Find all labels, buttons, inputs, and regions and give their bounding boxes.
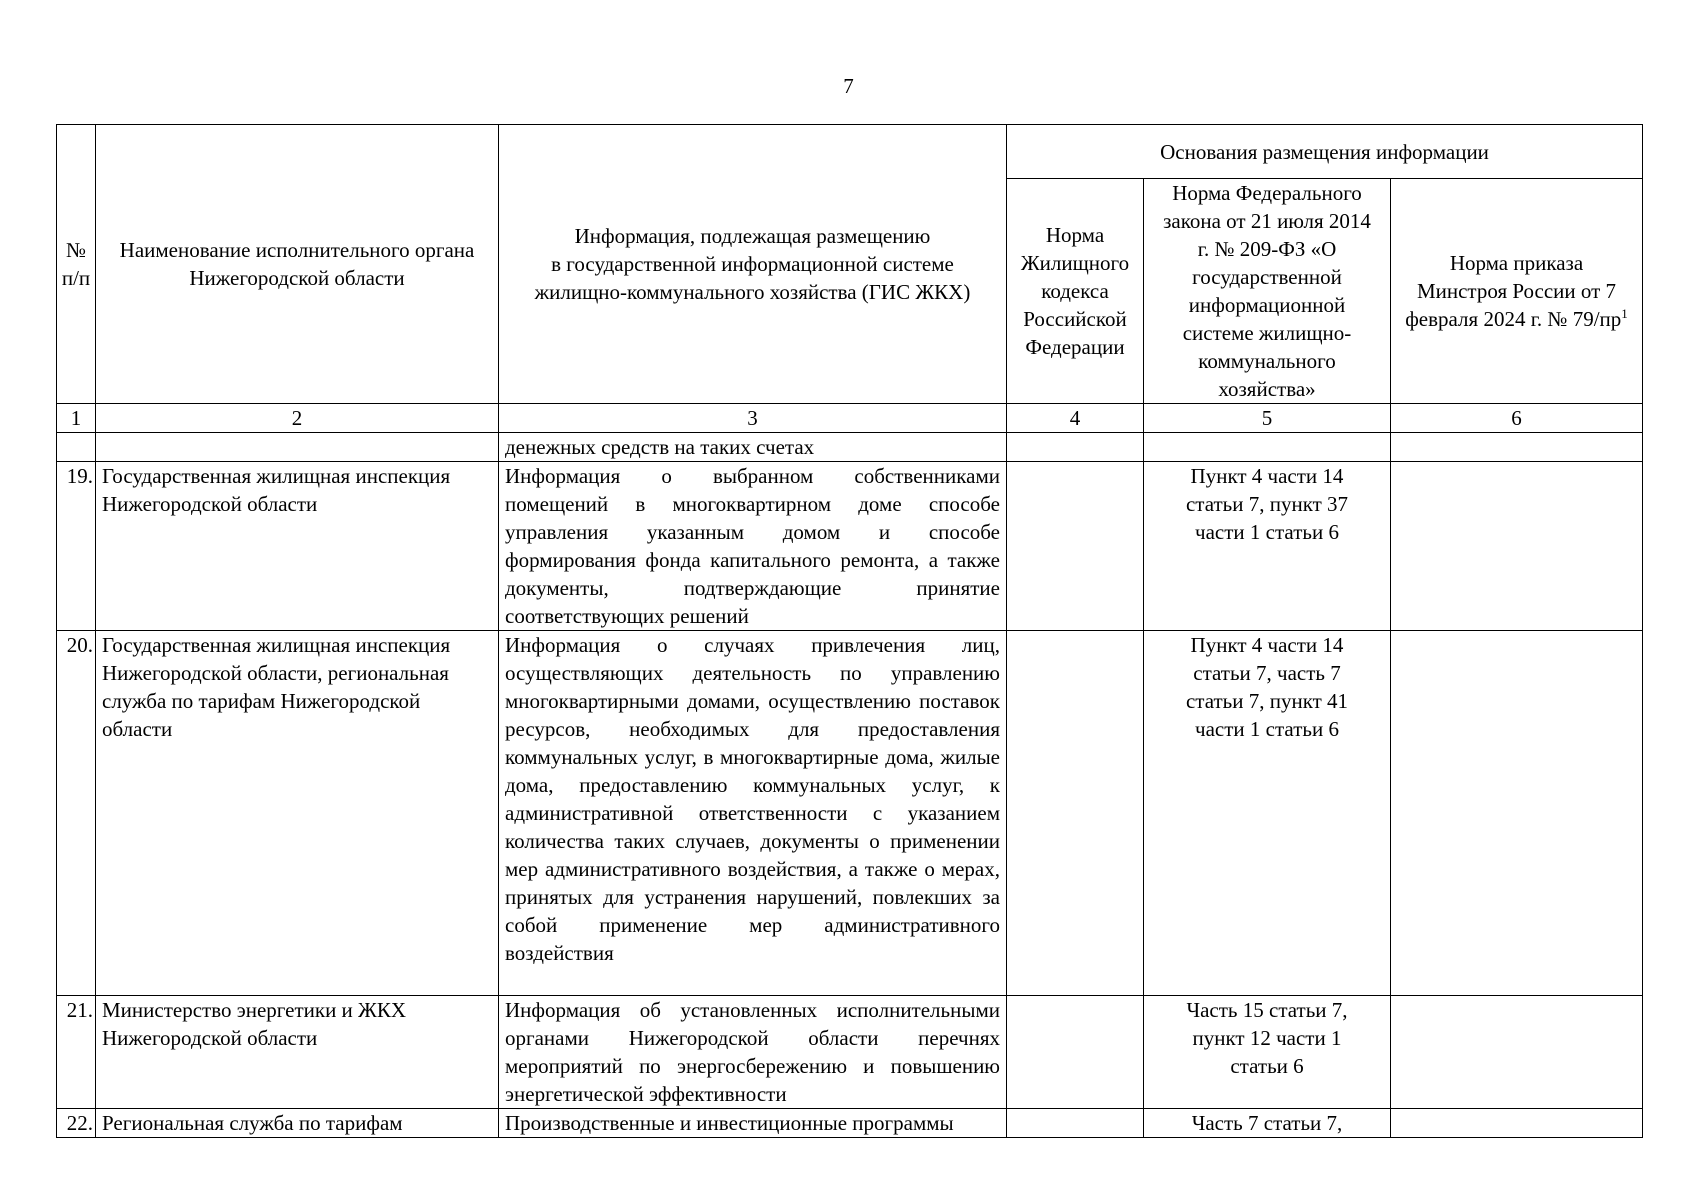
table-row <box>57 631 1643 996</box>
column-number: 3 <box>499 404 1007 433</box>
header-organ-line2: Нижегородской области <box>189 266 405 290</box>
row-info: Информация о выбранном собственниками помещений в многоквартирном доме способе управления указанным домом и способе формирования фонда капитального ремонта, а также документы, подтверждающие принятие соответствующих решений <box>499 462 1007 631</box>
row-number: 20. <box>57 631 96 996</box>
row-federal-law: Пункт 4 части 14 статьи 7, пункт 37 части 1 статьи 6 <box>1144 462 1391 631</box>
row-federal-law: Часть 15 статьи 7, пункт 12 части 1 статьи 6 <box>1144 996 1391 1109</box>
header-info <box>499 125 1007 404</box>
row-housing-code <box>1007 462 1144 631</box>
header-info-line2: в государственной информационной системе <box>551 252 954 276</box>
header-ministry-order-text: Норма приказа Минстроя России от 7 февраля 2024 г. № 79/пр <box>1405 251 1622 331</box>
row-federal-law: Часть 7 статьи 7, <box>1144 1109 1391 1138</box>
column-number: 5 <box>1144 404 1391 433</box>
row-housing-code <box>1007 1109 1144 1138</box>
row-organ: Региональная служба по тарифам <box>96 1109 499 1138</box>
header-federal-law: Норма Федерального закона от 21 июля 2014 г. № 209-ФЗ «О государственной информационной системе жилищно-коммунального хозяйства» <box>1144 179 1391 404</box>
header-info-line3: жилищно-коммунального хозяйства (ГИС ЖКХ) <box>534 280 971 304</box>
row-number: 22. <box>57 1109 96 1138</box>
header-organ <box>96 125 499 404</box>
row-federal-law <box>1144 433 1391 462</box>
row-number <box>57 433 96 462</box>
row-info: Производственные и инвестиционные программы <box>499 1109 1007 1138</box>
row-organ: Государственная жилищная инспекция Нижегородской области, региональная служба по тарифам Нижегородской области <box>96 631 499 996</box>
information-table <box>56 124 1643 1138</box>
row-federal-law: Пункт 4 части 14 статьи 7, часть 7 статьи 7, пункт 41 части 1 статьи 6 <box>1144 631 1391 996</box>
row-ministry-order <box>1391 996 1643 1109</box>
row-housing-code <box>1007 433 1144 462</box>
row-info: денежных средств на таких счетах <box>499 433 1007 462</box>
header-organ-line1: Наименование исполнительного органа <box>119 238 475 262</box>
row-organ: Министерство энергетики и ЖКХ Нижегородской области <box>96 996 499 1109</box>
row-ministry-order <box>1391 433 1643 462</box>
table-row <box>57 1109 1643 1138</box>
row-organ <box>96 433 499 462</box>
header-ministry-order <box>1391 179 1643 404</box>
row-number: 21. <box>57 996 96 1109</box>
row-ministry-order <box>1391 631 1643 996</box>
column-number: 4 <box>1007 404 1144 433</box>
row-number: 19. <box>57 462 96 631</box>
row-housing-code <box>1007 996 1144 1109</box>
header-basis-group: Основания размещения информации <box>1007 125 1643 179</box>
column-number: 2 <box>96 404 499 433</box>
column-number: 6 <box>1391 404 1643 433</box>
row-ministry-order <box>1391 1109 1643 1138</box>
row-housing-code <box>1007 631 1144 996</box>
column-numbers-row <box>57 404 1643 433</box>
footnote-marker: 1 <box>1621 306 1628 321</box>
row-info: Информация о случаях привлечения лиц, осуществляющих деятельность по управлению многоквартирными домами, осуществлению поставок ресурсов, необходимых для предоставления коммунальных услуг, в многоквартирные дома, жилые дома, предоставлению коммунальных услуг, к административной ответственности с указанием количества таких случаев, документы о применении мер административного воздействия, а также о мерах, принятых для устранения нарушений, повлекших за собой применение мер административного воздействия <box>499 631 1007 996</box>
header-housing-code: Норма Жилищного кодекса Российской Федерации <box>1007 179 1144 404</box>
table-row <box>57 433 1643 462</box>
row-ministry-order <box>1391 462 1643 631</box>
header-info-line1: Информация, подлежащая размещению <box>574 224 931 248</box>
table-row <box>57 462 1643 631</box>
row-organ: Государственная жилищная инспекция Нижегородской области <box>96 462 499 631</box>
header-number: № п/п <box>57 125 96 404</box>
column-number: 1 <box>57 404 96 433</box>
table-row <box>57 996 1643 1109</box>
page-number: 7 <box>843 74 854 98</box>
row-info: Информация об установленных исполнительными органами Нижегородской области перечнях мероприятий по энергосбережению и повышению энергетической эффективности <box>499 996 1007 1109</box>
